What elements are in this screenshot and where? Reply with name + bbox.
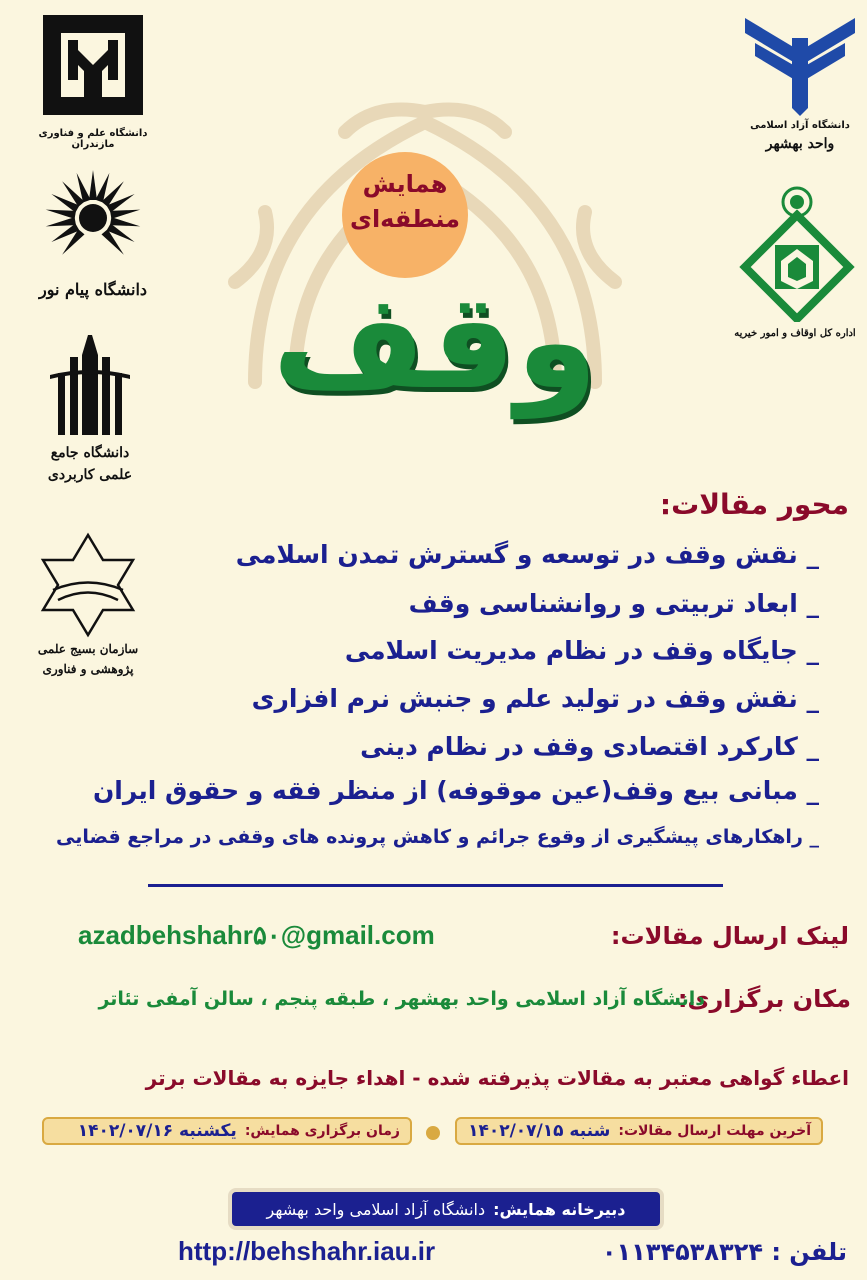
azad-wings-icon — [740, 8, 860, 118]
basij-caption-line2: پژوهشی و فناوری — [42, 662, 134, 676]
venue-value: دانشگاه آزاد اسلامی واحد بهشهر ، طبقه پنجم ، سالن آمفی تئاتر — [98, 988, 705, 1010]
basij-star-icon — [18, 530, 158, 640]
azad-logo — [740, 8, 860, 168]
jame-towers-icon — [40, 335, 140, 435]
basij-caption-line1: سازمان بسیج علمی — [37, 642, 139, 656]
topic-item-6: _ مبانی بیع وقف(عین موقوفه) از منظر فقه و حقوق ایران — [92, 776, 819, 805]
divider-line — [148, 884, 723, 887]
azad-caption-line1: دانشگاه آزاد اسلامی — [750, 120, 850, 131]
deadline-label: آخرین مهلت ارسال مقالات: — [618, 1123, 811, 1139]
secretariat-bar — [232, 1192, 660, 1226]
jame-caption-line1: دانشگاه جامع — [50, 445, 130, 461]
mazandaran-logo — [28, 10, 158, 150]
topic-item-7: _ راهکارهای پیشگیری از وقوع جرائم و کاهش پرونده های وقفی در مراجع قضایی — [56, 826, 819, 848]
secretariat-value: دانشگاه آزاد اسلامی واحد بهشهر — [266, 1199, 486, 1219]
submission-label: لینک ارسال مقالات: — [610, 922, 849, 950]
awqaf-emblem-icon — [730, 172, 865, 322]
topic-item-5: _ کارکرد اقتصادی وقف در نظام دینی — [360, 732, 819, 761]
topic-item-1: _ نقش وقف در توسعه و گسترش تمدن اسلامی — [235, 540, 819, 569]
topic-item-2: _ ابعاد تربیتی و روانشناسی وقف — [408, 589, 819, 618]
submission-email[interactable]: azadbehshahr۵۰@gmail.com — [78, 920, 435, 950]
date-separator-dot — [426, 1126, 440, 1140]
award-text: اعطاء گواهی معتبر به مقالات پذیرفته شده - اهداء جایزه به مقالات برتر — [145, 1066, 849, 1090]
topic-item-4: _ نقش وقف در تولید علم و جنبش نرم افزاری — [251, 684, 819, 713]
event-time-value: یکشنبه ۱۴۰۲/۰۷/۱۶ — [77, 1121, 237, 1141]
mazandaran-caption: دانشگاه علم و فناوری مازندران — [38, 128, 148, 150]
contact-phone: تلفن : ۰۱۱۳۴۵۳۸۳۲۴ — [601, 1238, 847, 1266]
payam-noor-caption: دانشگاه پیام نور — [38, 280, 148, 299]
awqaf-logo — [730, 172, 865, 352]
topics-header: محور مقالات: — [659, 488, 849, 521]
event-time-pill — [42, 1117, 412, 1145]
title-line2: منطقه‌ای — [349, 205, 461, 233]
topic-item-3: _ جایگاه وقف در نظام مدیریت اسلامی — [344, 636, 819, 665]
mazandaran-logo-icon — [28, 10, 158, 125]
awqaf-caption: اداره کل اوقاف و امور خیریه — [734, 328, 856, 339]
venue-label: مکان برگزاری: — [677, 985, 851, 1013]
jame-caption-line2: علمی کاربردی — [47, 467, 133, 483]
payam-noor-logo — [28, 168, 158, 318]
event-time-label: زمان برگزاری همایش: — [244, 1123, 400, 1139]
secretariat-label: دبیرخانه همایش: — [493, 1199, 626, 1219]
title-main: وقف — [272, 265, 598, 419]
jame-logo — [40, 335, 140, 505]
basij-logo — [18, 530, 158, 690]
deadline-value: شنبه ۱۴۰۲/۰۷/۱۵ — [468, 1121, 611, 1141]
contact-url[interactable]: http://behshahr.iau.ir — [178, 1236, 436, 1266]
azad-caption-line2: واحد بهشهر — [765, 136, 835, 152]
payam-noor-sunburst-icon — [28, 168, 158, 268]
title-line1: همایش — [362, 170, 448, 198]
deadline-pill — [455, 1117, 823, 1145]
